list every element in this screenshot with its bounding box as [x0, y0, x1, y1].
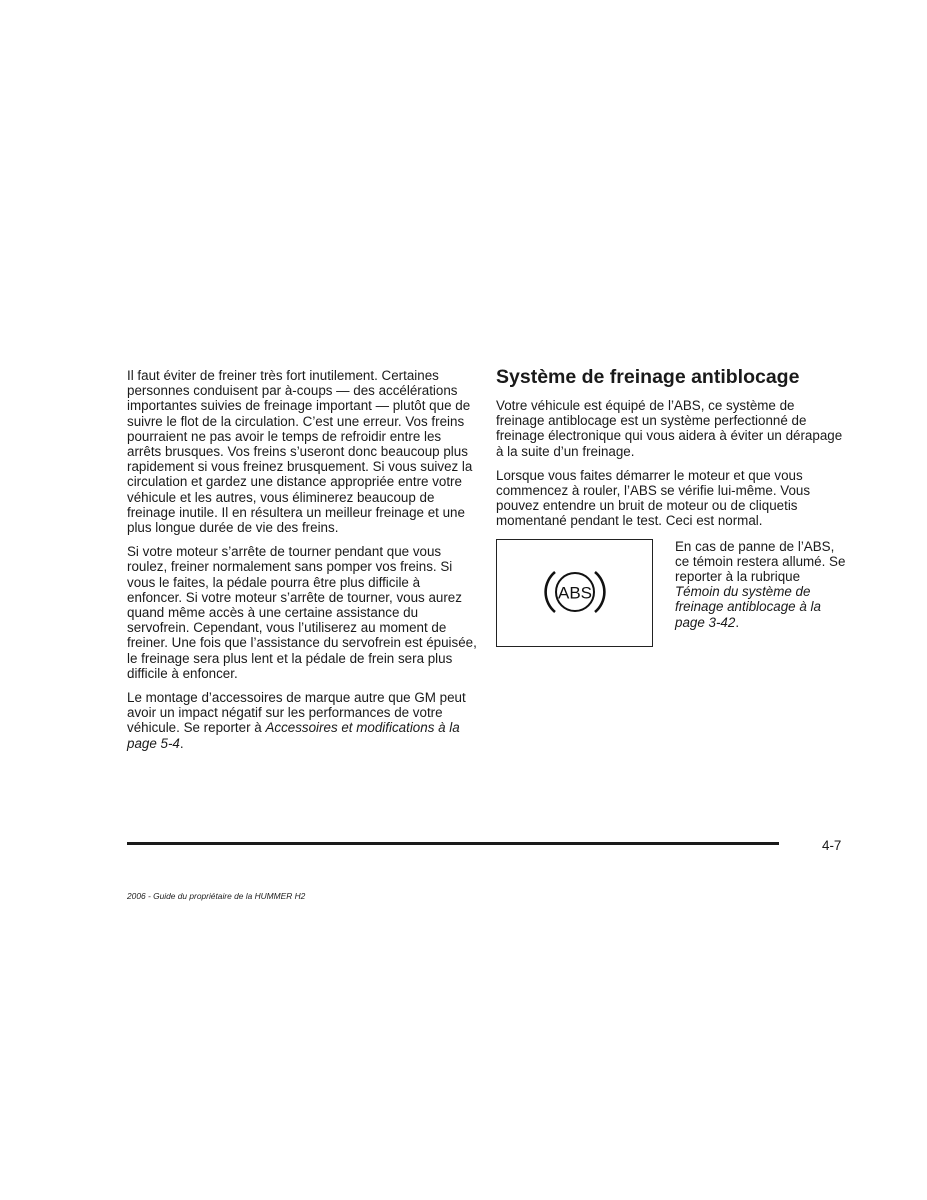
page-number: 4-7: [822, 838, 842, 853]
paragraph-hard-braking: Il faut éviter de freiner très fort inutilement. Certaines personnes conduisent par à-coups — des accélérations importantes suivies de freinage important — plutôt que de suivre le flot de la circulation. C’est une erreur. Vos freins pourraient ne pas avoir le temps de refroidir entre les arrêts brusques. Vos freins s’useront donc beaucoup plus rapidement si vous freinez brusquement. Si vous suivez la circulation et gardez une distance appropriée entre votre véhicule et les autres, vous éliminerez beaucoup de freinage inutile. Il en résultera un meilleur freinage et une plus longue durée de vie des freins.: [127, 368, 473, 536]
figure-caption-text: En cas de panne de l’ABS, ce témoin restera allumé. Se reporter à la rubrique: [675, 538, 846, 585]
accessories-end: .: [179, 735, 184, 751]
footer-text: 2006 - Guide du propriétaire de la HUMMER H2: [127, 891, 306, 901]
abs-illustration-box: [496, 539, 653, 647]
abs-icon-label: ABS: [557, 583, 593, 603]
right-column: [496, 366, 846, 630]
figure-caption: [675, 539, 846, 630]
footer-rule: [127, 842, 779, 845]
accessories-reference-link[interactable]: Accessoires et modifications à la page 5-4: [127, 720, 460, 751]
paragraph-abs-intro: Votre véhicule est équipé de l’ABS, ce système de freinage antiblocage est un système perfectionné de freinage électronique qui vous aidera à éviter un dérapage à la suite d’un freinage.: [496, 398, 843, 459]
accessories-text: Le montage d’accessoires de marque autre que GM peut avoir un impact négatif sur les performances de votre véhicule. Se reporter à: [127, 690, 466, 736]
paragraph-abs-check: Lorsque vous faites démarrer le moteur et que vous commencez à rouler, l’ABS se vérifie lui-même. Vous pouvez entendre un bruit de moteur ou de cliquetis momentané pendant le test. Ceci est normal.: [496, 467, 811, 529]
figure-caption-end: .: [735, 614, 740, 630]
paragraph-engine-stop: Si votre moteur s’arrête de tourner pendant que vous roulez, freiner normalement sans pomper vos freins. Si vous le faites, la pédale pourra être plus difficile à enfoncer. Si votre moteur s’arrête de tourner, vous aurez quand même accès à une certaine assistance du servofrein. Cependant, vous l’utiliserez au moment de freiner. Une fois que l’assistance du servofrein est épuisée, le freinage sera plus lent et la pédale de frein sera plus difficile à enfoncer.: [127, 544, 477, 681]
section-heading: Système de freinage antiblocage: [496, 366, 800, 388]
left-column: [127, 368, 477, 760]
abs-figure-row: [496, 539, 846, 630]
abs-warning-light-icon: [544, 568, 606, 616]
paragraph-accessories: [127, 690, 477, 751]
abs-light-reference-link[interactable]: Témoin du système de freinage antiblocage à la page 3-42: [675, 584, 821, 630]
